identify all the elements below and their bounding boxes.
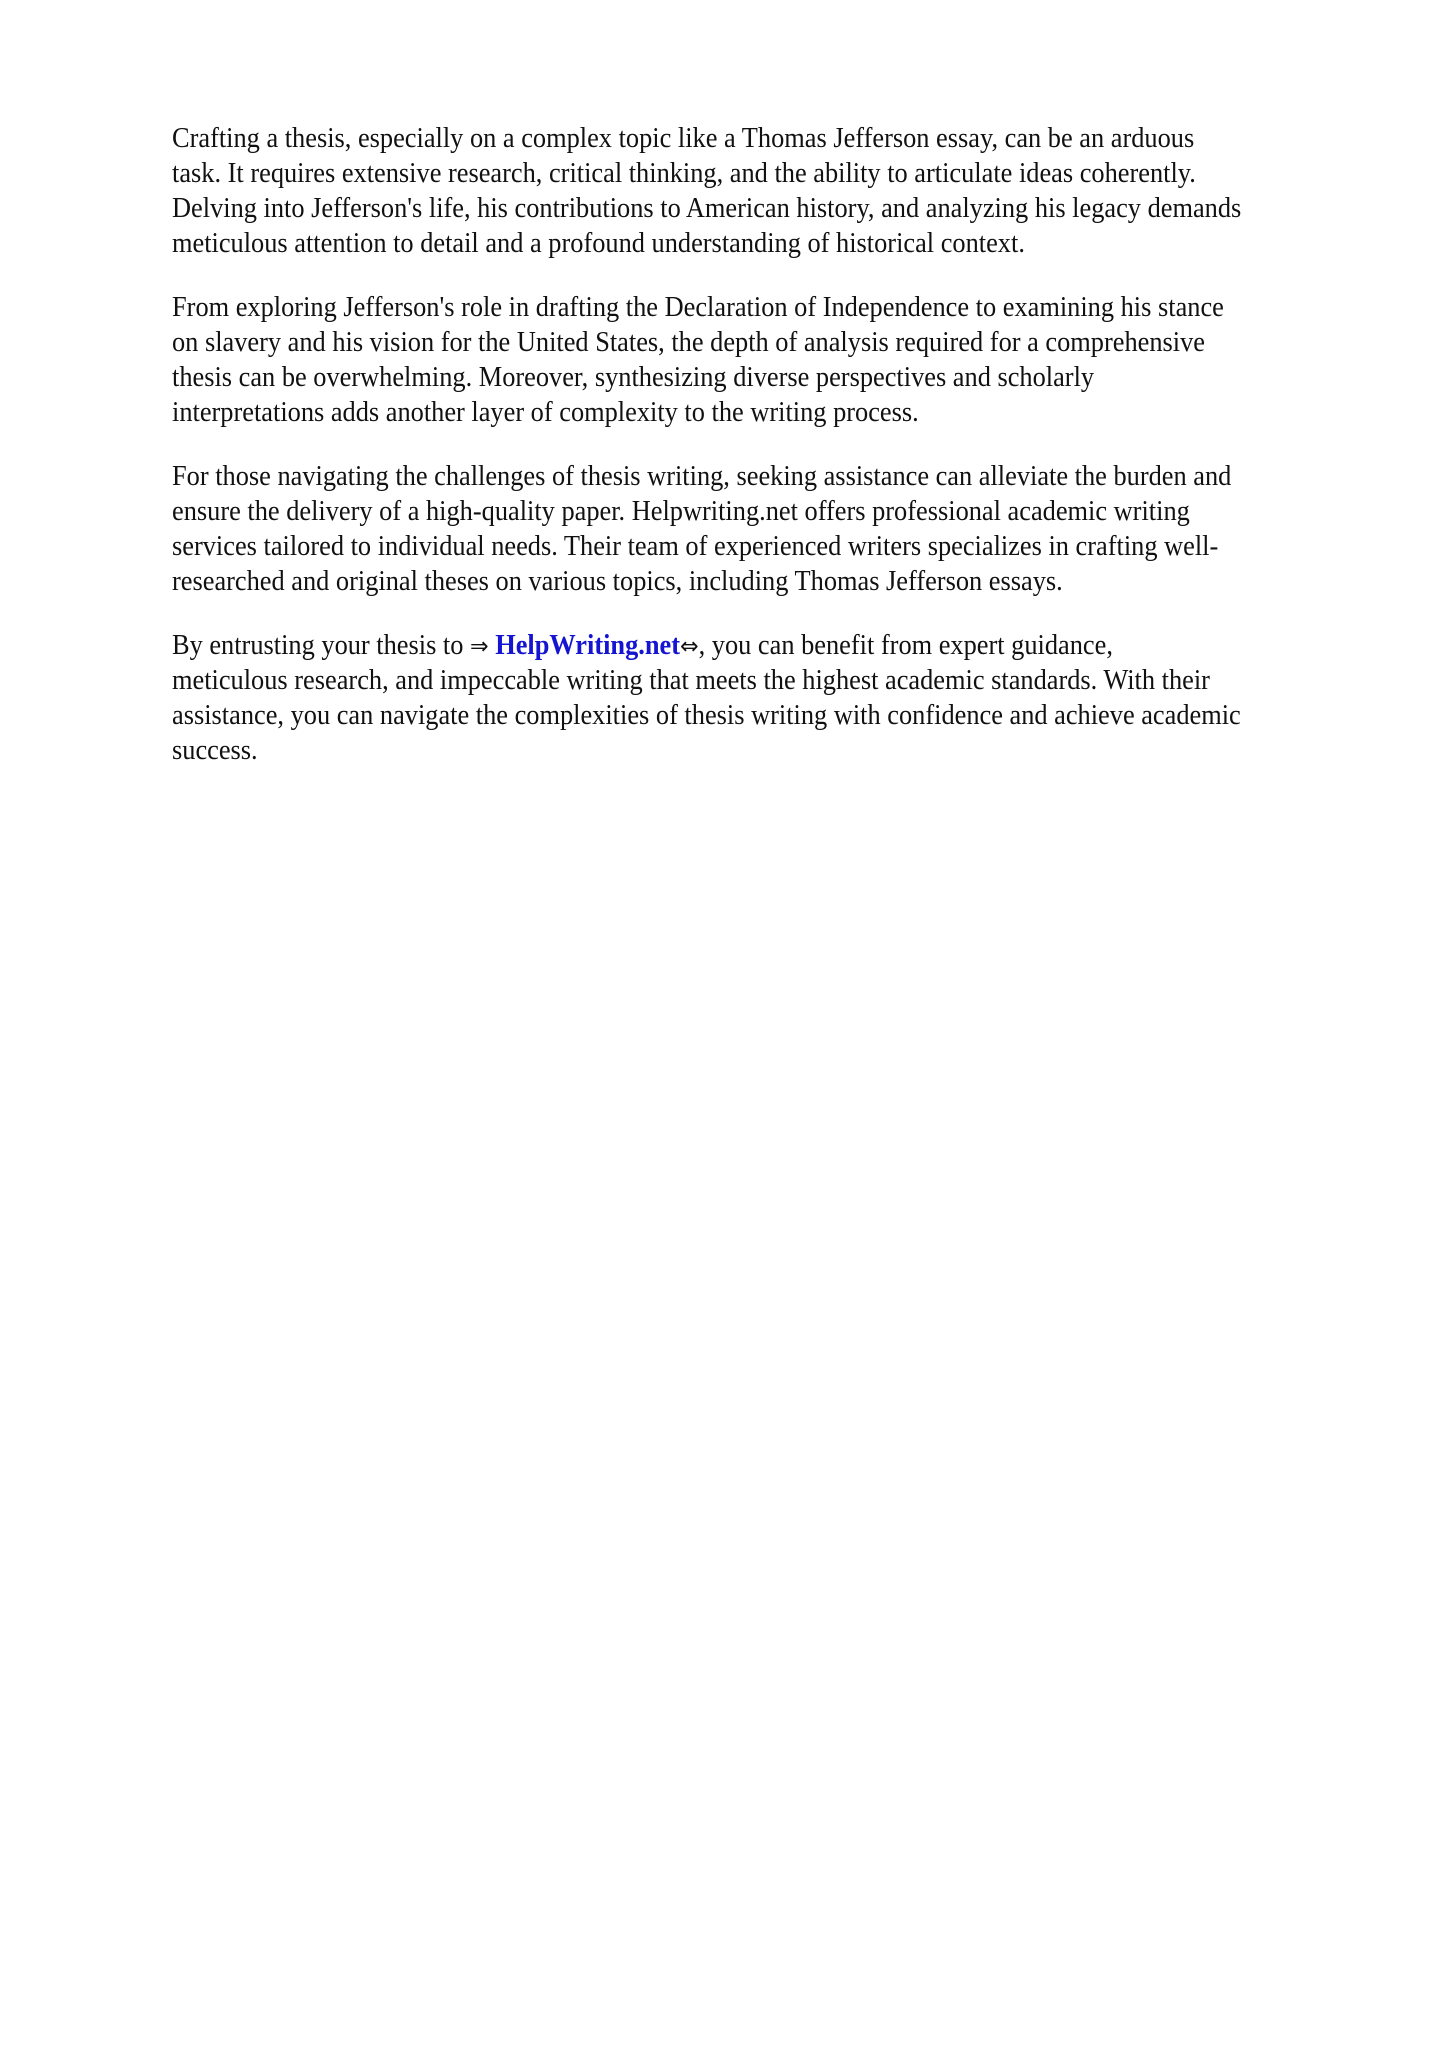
text-line: meticulous research, and impeccable writing that meets the highest academic standards. With their (172, 665, 1210, 696)
helpwriting-link[interactable]: HelpWriting.net (495, 630, 681, 661)
text-line: thesis can be overwhelming. Moreover, synthesizing diverse perspectives and scholarly (172, 362, 1095, 393)
text-line-with-link (172, 628, 1338, 663)
paragraph-assistance (172, 459, 1338, 599)
text-line: services tailored to individual needs. Their team of experienced writers specializes in crafting well- (172, 531, 1219, 562)
text-line: assistance, you can navigate the complexities of thesis writing with confidence and achieve academic (172, 700, 1241, 731)
text-line: task. It requires extensive research, critical thinking, and the ability to articulate ideas coherently. (172, 158, 1196, 189)
text-line: interpretations adds another layer of complexity to the writing process. (172, 397, 919, 428)
text-after-link: , you can benefit from expert guidance, (698, 630, 1113, 661)
left-right-double-arrow-icon: ⇔ (680, 632, 699, 660)
right-double-arrow-icon: ⇒ (470, 632, 489, 660)
text-before-link: By entrusting your thesis to (172, 630, 471, 661)
text-line: Delving into Jefferson's life, his contributions to American history, and analyzing his legacy demands (172, 193, 1242, 224)
text-line: Crafting a thesis, especially on a complex topic like a Thomas Jefferson essay, can be an arduous (172, 123, 1195, 154)
paragraph-intro (172, 121, 1338, 261)
text-line: success. (172, 735, 258, 766)
document-body (172, 121, 1338, 797)
paragraph-declaration (172, 290, 1338, 430)
text-line: researched and original theses on various topics, including Thomas Jefferson essays. (172, 566, 1063, 597)
paragraph-conclusion (172, 628, 1338, 768)
text-line: meticulous attention to detail and a profound understanding of historical context. (172, 228, 1025, 259)
text-line: ensure the delivery of a high-quality paper. Helpwriting.net offers professional academic writing (172, 496, 1190, 527)
text-line: on slavery and his vision for the United States, the depth of analysis required for a comprehensive (172, 327, 1205, 358)
text-line: From exploring Jefferson's role in drafting the Declaration of Independence to examining his stance (172, 292, 1224, 323)
text-line: For those navigating the challenges of thesis writing, seeking assistance can alleviate the burden and (172, 461, 1232, 492)
